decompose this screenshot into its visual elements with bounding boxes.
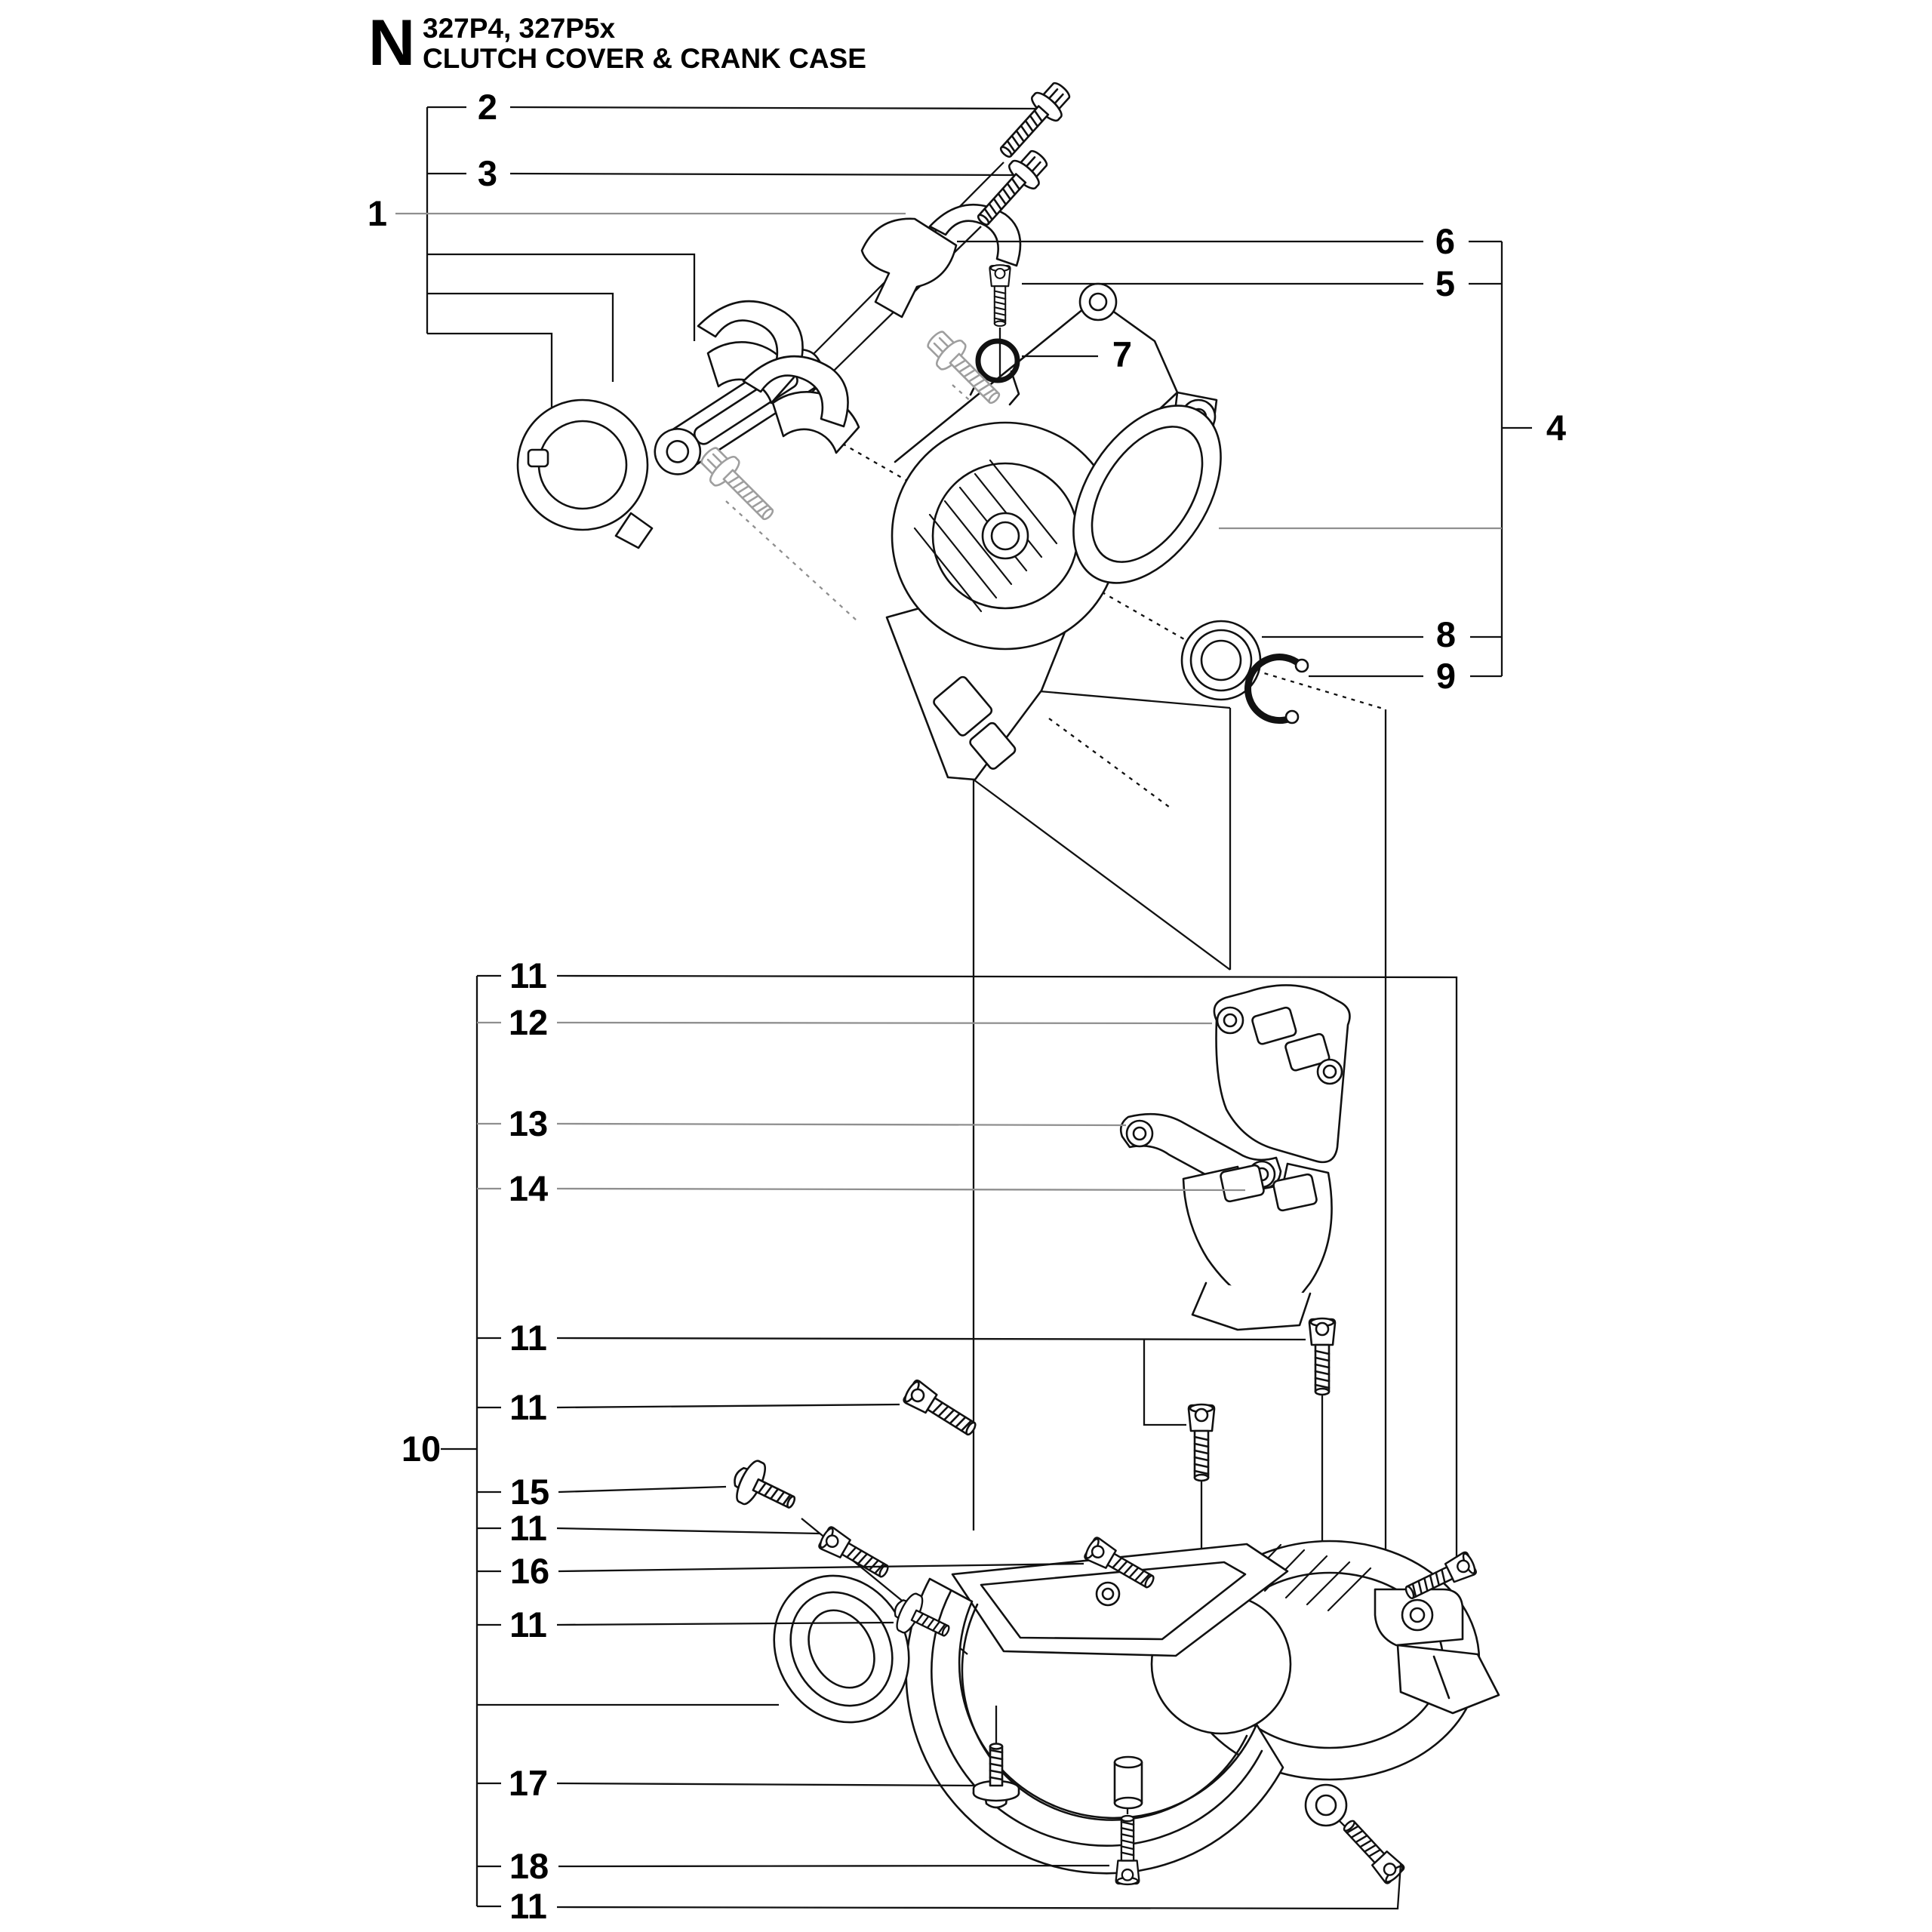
cover-hanger-eyelet [749, 1552, 934, 1746]
screw-11-vertical-2 [1189, 1404, 1214, 1481]
screw-11-angled-1 [902, 1379, 980, 1441]
callout-11b-leader-1 [557, 1338, 1306, 1340]
screw-15-flange [726, 1455, 803, 1524]
callout-11d-leader-1 [557, 1528, 820, 1534]
callout-4-label: 4 [1546, 408, 1567, 448]
section-letter: N [368, 7, 416, 79]
callout-11e-label: 11 [509, 1604, 547, 1644]
callout-3-leader-1 [510, 174, 1013, 175]
callout-15-label: 15 [509, 1472, 550, 1512]
screw-11-angled-2 [817, 1526, 892, 1583]
callout-11c-leader-1 [557, 1404, 900, 1407]
title-subtitle: CLUTCH COVER & CRANK CASE [423, 43, 866, 74]
split-plane-diagonal [974, 780, 1230, 970]
callout-13-leader-1 [557, 1124, 1126, 1125]
callout-14-label: 14 [508, 1168, 549, 1208]
callout-11c-label: 11 [509, 1387, 547, 1427]
callout-8-label: 8 [1435, 614, 1457, 654]
callout-17-leader-1 [557, 1783, 975, 1786]
callout-12-label: 12 [508, 1002, 549, 1042]
callout-11b-leader-2 [1144, 1340, 1186, 1425]
screw-5-socket [989, 265, 1010, 326]
group1-branch-upper [427, 254, 694, 341]
clamp-lower-half [1183, 1164, 1332, 1330]
screw-11-vertical-1 [1309, 1318, 1335, 1395]
title-models: 327P4, 327P5x [423, 13, 616, 44]
callout-17-label: 17 [508, 1763, 549, 1803]
callout-3-label: 3 [477, 153, 498, 193]
circlip [1247, 657, 1308, 723]
callout-11d-label: 11 [509, 1508, 547, 1548]
callout-11a-label: 11 [509, 955, 547, 995]
callout-10-label: 10 [401, 1429, 441, 1469]
callout-6-label: 6 [1435, 221, 1456, 261]
callout-7-label: 7 [1112, 334, 1133, 374]
callout-11b-label: 11 [509, 1318, 547, 1358]
group1-branch-middle [427, 294, 613, 382]
clamp-upper-half [1214, 985, 1350, 1161]
title-block [368, 7, 866, 79]
screw-11-bottom-right [1338, 1816, 1405, 1885]
callout-2-leader-1 [510, 107, 1035, 109]
callout-13-label: 13 [508, 1103, 549, 1143]
upper-assembly-illustration [518, 205, 1308, 780]
clutch-drum [518, 400, 652, 548]
ghost-screw-2 [694, 441, 782, 528]
callout-11f-label: 11 [509, 1886, 547, 1926]
crank-axis-dashed-3 [1049, 718, 1172, 809]
callout-16-label: 16 [509, 1551, 550, 1591]
callout-5-label: 5 [1435, 263, 1456, 303]
callout-9-label: 9 [1435, 656, 1457, 696]
ghost-screw-1 [921, 325, 1008, 412]
callout-14-leader-1 [557, 1189, 1245, 1190]
callout-18-label: 18 [509, 1846, 549, 1886]
callout-15-leader-1 [558, 1487, 726, 1492]
ghost-screw2-axis [726, 501, 857, 620]
callout-11f-leader-1 [557, 1864, 1401, 1909]
callout-1-label: 1 [367, 193, 388, 233]
callout-2-label: 2 [477, 87, 498, 127]
group1-branch-lower [427, 334, 552, 408]
